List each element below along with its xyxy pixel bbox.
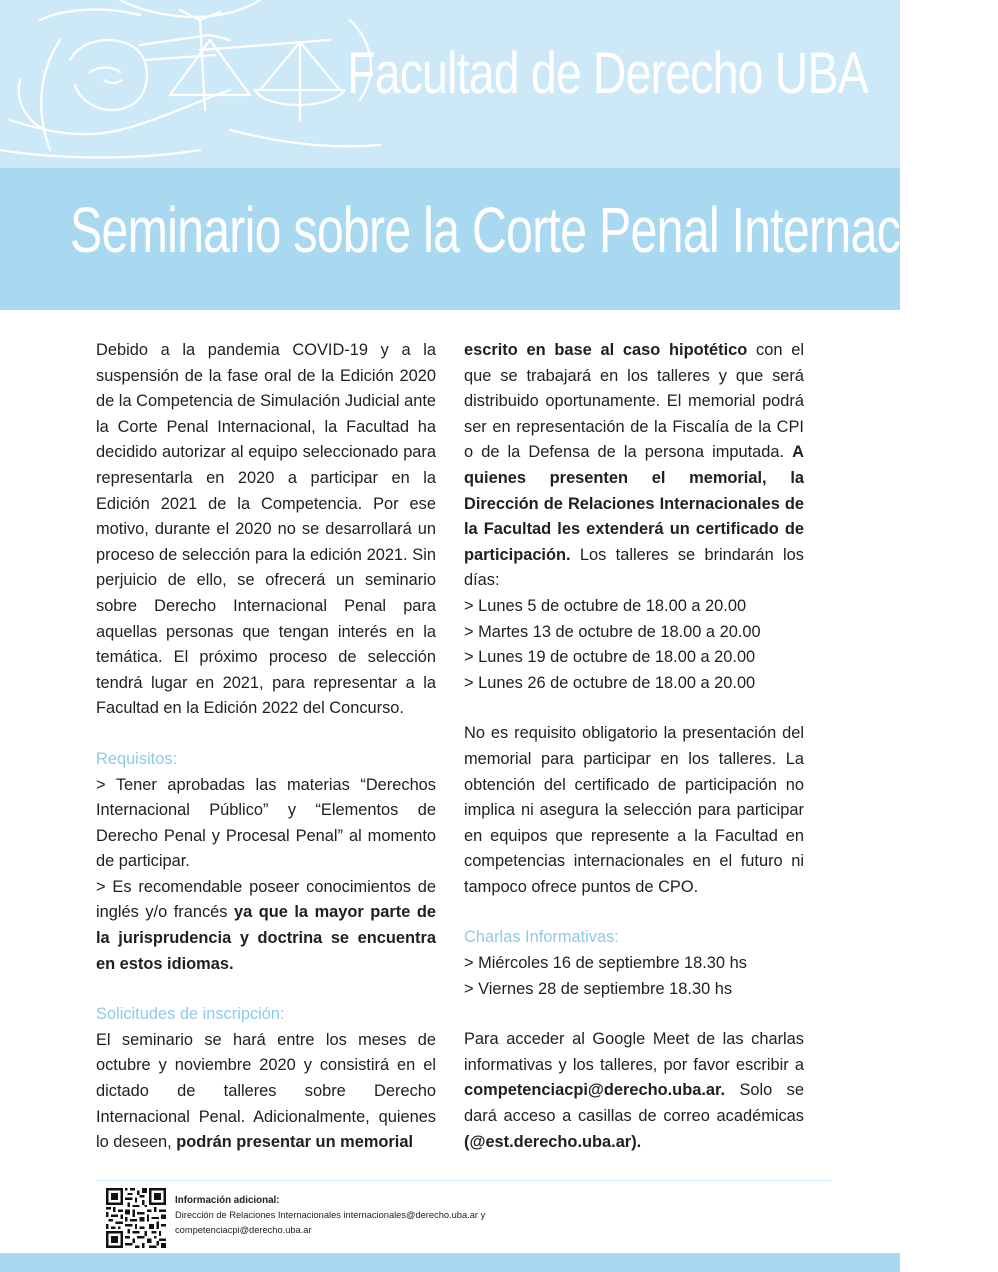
requirement-item <box>96 875 436 977</box>
requirement-item: > Tener aprobadas las materias “Derechos Internacional Público” y “Elementos de Derecho Penal y Procesal Penal” al momento de participar. <box>96 775 436 871</box>
registration-emphasis: podrán presentar un memorial <box>176 1133 414 1152</box>
access-paragraph <box>464 1027 804 1155</box>
workshop-intro-text: Los talleres se brindarán los días: <box>464 545 804 590</box>
footer-banner <box>0 1253 900 1272</box>
memorial-paragraph <box>464 338 804 594</box>
contact-email[interactable]: competenciacpi@derecho.uba.ar. <box>464 1081 726 1100</box>
memorial-text: con el que se trabajará en los talleres y que será distribuido oportunamente. El memorial podrá ser en representación de la Fiscalía de la CPI o de la Defensa de la persona imputada. <box>464 341 804 462</box>
workshop-date: > Lunes 19 de octubre de 18.00 a 20.00 <box>464 648 756 667</box>
academic-domain: (@est.derecho.uba.ar). <box>464 1132 642 1151</box>
registration-text: El seminario se hará entre los meses de octubre y noviembre 2020 y consistirá en el dictado de talleres sobre Derecho Internacional Penal. Adicionalmente, quienes lo deseen, <box>96 1030 436 1152</box>
additional-info-line: competenciacpi@derecho.uba.ar <box>175 1225 312 1235</box>
talk-date: > Viernes 28 de septiembre 18.30 hs <box>464 979 733 998</box>
footer-divider <box>96 1180 831 1181</box>
header-banner <box>0 0 900 168</box>
requirements-heading: Requisitos: <box>96 749 178 768</box>
registration-paragraph <box>96 1028 436 1156</box>
registration-heading: Solicitudes de inscripción: <box>96 1005 285 1024</box>
page-title: Seminario sobre la Corte Penal Internacional <box>70 194 998 266</box>
qr-code[interactable] <box>106 1188 166 1248</box>
disclaimer-paragraph: No es requisito obligatorio la presentación del memorial para participar en los talleres. La obtención del certificado de participación no implica ni asegura la selección para participar en equipos que represente a la Facultad en competencias internacionales en el futuro ni tampoco ofrece puntos de CPO. <box>464 724 804 896</box>
additional-info-title: Información adicional: <box>175 1195 280 1206</box>
workshop-date: > Lunes 26 de octubre de 18.00 a 20.00 <box>464 673 756 692</box>
intro-paragraph: Debido a la pandemia COVID-19 y a la suspensión de la fase oral de la Edición 2020 de la Competencia de Simulación Judicial ante la Corte Penal Internacional, la Facultad ha decidido autorizar al equipo seleccionado para representarla en 2020 a participar en la Edición 2021 de la Competencia. Por ese motivo, durante el 2020 no se desarrollará un proceso de selección para la edición 2021. Sin perjuicio de ello, se ofrecerá un seminario sobre Derecho Internacional Penal para aquellas personas que tengan interés en la temática. El próximo proceso de selección tendrá lugar en 2021, para representar a la Facultad en la Edición 2022 del Concurso. <box>96 341 436 718</box>
access-text: Para acceder al Google Meet de las charlas informativas y los talleres, por favor escribir a <box>464 1030 804 1074</box>
talks-heading: Charlas Informativas: <box>464 928 619 947</box>
requirement-emphasis: ya que la mayor parte de la jurisprudencia y doctrina se encuentra en estos idiomas. <box>96 903 436 973</box>
workshop-date: > Lunes 5 de octubre de 18.00 a 20.00 <box>464 596 747 615</box>
requirement-text: > Es recomendable poseer conocimientos de inglés y/o francés <box>96 877 436 922</box>
left-column <box>96 338 436 1156</box>
memorial-emphasis: escrito en base al caso hipotético <box>464 341 748 359</box>
additional-info <box>175 1193 485 1238</box>
talk-date: > Miércoles 16 de septiembre 18.30 hs <box>464 954 747 973</box>
faculty-title: Facultad de Derecho UBA <box>347 41 868 106</box>
workshop-date: > Martes 13 de octubre de 18.00 a 20.00 <box>464 622 761 641</box>
certificate-emphasis: A quienes presenten el memorial, la Dirección de Relaciones Internacionales de la Facultad les extenderá un certificado de participación. <box>464 443 804 564</box>
access-text-2: Solo se dará acceso a casillas de correo académicas <box>464 1081 804 1126</box>
right-column <box>464 338 804 1155</box>
additional-info-line: Dirección de Relaciones Internacionales internacionales@derecho.uba.ar y <box>175 1210 486 1220</box>
